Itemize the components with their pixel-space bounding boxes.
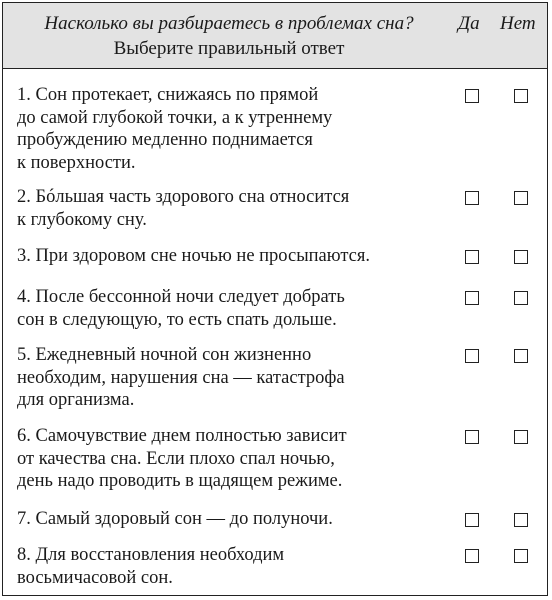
answer-yes-checkbox[interactable] — [465, 89, 479, 103]
answer-yes-checkbox[interactable] — [465, 549, 479, 563]
answer-no-checkbox[interactable] — [514, 513, 528, 527]
answer-yes-checkbox[interactable] — [465, 349, 479, 363]
answer-no-checkbox[interactable] — [514, 430, 528, 444]
question-text: 3. При здоровом сне ночью не просыпаются. — [17, 246, 370, 266]
table-header — [3, 3, 547, 69]
question-text: 8. Для восстановления необходим восьмичасовой сон. — [17, 545, 285, 588]
question-text: 5. Ежедневный ночной сон жизненно необходим, нарушения сна — катастрофа для организма. — [17, 345, 345, 410]
answer-yes-checkbox[interactable] — [465, 430, 479, 444]
answer-yes-checkbox[interactable] — [465, 513, 479, 527]
question-text: 2. Бóльшая часть здорового сна относится к глубокому сну. — [17, 187, 350, 230]
answer-yes-checkbox[interactable] — [465, 191, 479, 205]
answer-no-checkbox[interactable] — [514, 89, 528, 103]
question-text: 7. Самый здоровый сон — до полуночи. — [17, 509, 333, 529]
answer-no-checkbox[interactable] — [514, 191, 528, 205]
answer-no-checkbox[interactable] — [514, 291, 528, 305]
column-header-no: Нет — [500, 13, 536, 34]
answer-no-checkbox[interactable] — [514, 349, 528, 363]
question-text: 6. Самочувствие днем полностью зависит от качества сна. Если плохо спал ночью, день надо проводить в щадящем режиме. — [17, 426, 347, 491]
question-text: 4. После бессонной ночи следует добрать сон в следующую, то есть спать дольше. — [17, 287, 345, 330]
answer-no-checkbox[interactable] — [514, 250, 528, 264]
quiz-title: Насколько вы разбираетесь в проблемах сна? — [44, 13, 414, 34]
question-text: 1. Сон протекает, снижаясь по прямой до самой глубокой точки, а к утреннему пробуждению медленно поднимается к поверхности. — [17, 85, 333, 173]
quiz-instruction: Выберите правильный ответ — [113, 38, 345, 59]
answer-yes-checkbox[interactable] — [465, 250, 479, 264]
answer-no-checkbox[interactable] — [514, 549, 528, 563]
answer-yes-checkbox[interactable] — [465, 291, 479, 305]
column-header-yes: Да — [458, 13, 480, 34]
quiz-table — [2, 2, 548, 596]
